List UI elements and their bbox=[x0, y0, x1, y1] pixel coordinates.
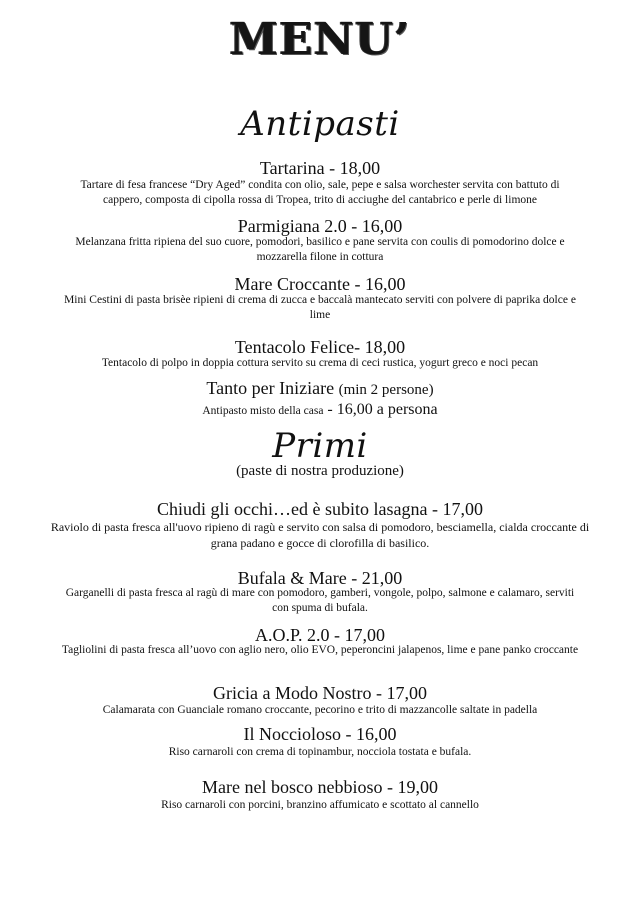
dish-name: Parmigiana 2.0 - 16,00 bbox=[237, 216, 403, 236]
dish-name: Gricia a Modo Nostro - 17,00 bbox=[213, 683, 427, 703]
dish-description: Tentacolo di polpo in doppia cottura servito su crema di ceci rustica, yogurt greco e noci pecan bbox=[101, 357, 539, 369]
dish-name: Mare nel bosco nebbioso - 19,00 bbox=[202, 777, 438, 797]
dish-description: Tagliolini di pasta fresca all’uovo con aglio nero, olio EVO, peperoncini jalapenos, lime e pane panko croccante bbox=[61, 644, 579, 656]
dish-description: Riso carnaroli con crema di topinambur, nocciola tostata e bufala. bbox=[168, 746, 472, 758]
dish-description: Tartare di fesa francese “Dry Aged” condita con olio, sale, pepe e salsa worchester servita con battuto di cappero, composta di cipolla rossa di Tropea, trito di acciughe del cantabrico e perle di limone bbox=[80, 179, 560, 206]
dish-name: Il Noccioloso - 16,00 bbox=[243, 724, 397, 744]
dish-description: Calamarata con Guanciale romano croccante, pecorino e trito di mazzancolle saltate in padella bbox=[102, 704, 538, 716]
dish-name: Tentacolo Felice- 18,00 bbox=[234, 337, 406, 357]
section-subtitle: (paste di nostra produzione) bbox=[236, 463, 404, 479]
dish-description: Melanzana fritta ripiena del suo cuore, pomodori, basilico e pane servita con coulis di pomodorino dolce e mozzarella filone in cottura bbox=[75, 236, 565, 263]
dish-price: - 16,00 a persona bbox=[323, 401, 438, 418]
dish-note: (min 2 persone) bbox=[338, 382, 434, 398]
dish-name: Bufala & Mare - 21,00 bbox=[237, 568, 403, 588]
section-heading-primi: Primi bbox=[272, 426, 368, 466]
dish-name: Mare Croccante - 16,00 bbox=[234, 274, 406, 294]
dish-name: Tanto per Iniziare bbox=[206, 378, 335, 398]
dish-name: A.O.P. 2.0 - 17,00 bbox=[254, 625, 385, 645]
menu-title-logo: MENU’ bbox=[229, 14, 411, 65]
dish-description: Riso carnaroli con porcini, branzino affumicato e scottato al cannello bbox=[161, 799, 479, 811]
special-dish bbox=[0, 378, 640, 400]
dish-description: Mini Cestini di pasta brisèe ripieni di crema di zucca e baccalà mantecato serviti con polvere di paprika dolce e lime bbox=[64, 294, 576, 321]
section-heading-antipasti: Antipasti bbox=[240, 104, 400, 144]
special-dish-price-line bbox=[0, 401, 640, 419]
dish-description: Antipasto misto della casa bbox=[202, 405, 324, 417]
dish-description: Raviolo di pasta fresca all'uovo ripieno di ragù e servito con salsa di pomodoro, besciamella, cialda croccante di grana padano e gocce di clorofilla di basilico. bbox=[50, 520, 590, 550]
dish-description: Garganelli di pasta fresca al ragù di mare con pomodoro, gamberi, vongole, polpo, salmone e calamaro, serviti con spuma di bufala. bbox=[65, 587, 575, 614]
dish-name: Chiudi gli occhi…ed è subito lasagna - 17,00 bbox=[157, 499, 483, 519]
dish-name: Tartarina - 18,00 bbox=[259, 158, 381, 178]
